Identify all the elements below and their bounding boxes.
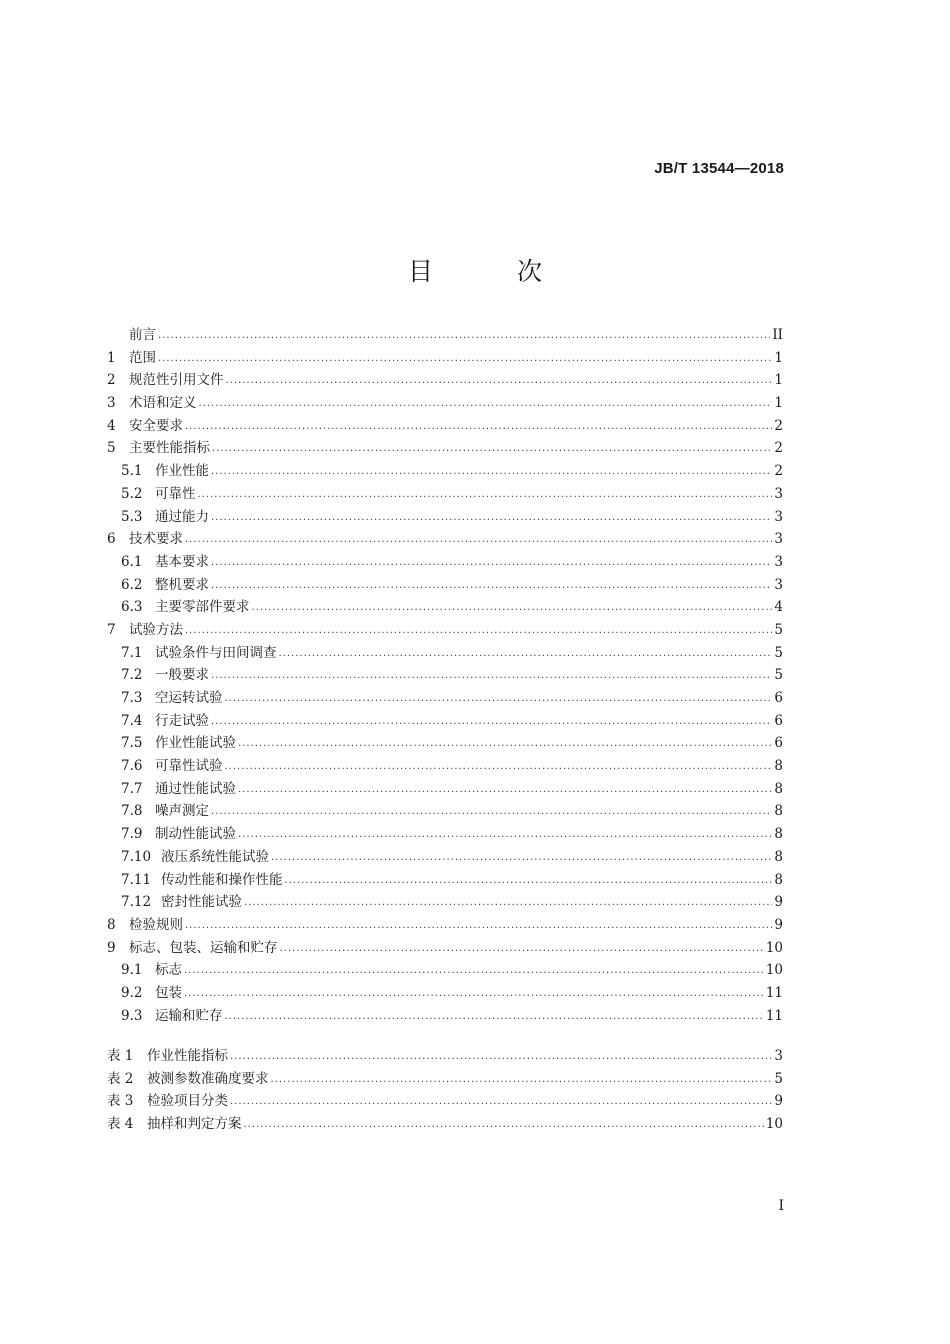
- toc-entry[interactable]: [107, 528, 783, 551]
- toc-entry-page: 5: [774, 667, 783, 684]
- dot-leader: [225, 756, 773, 779]
- dot-leader: [185, 529, 772, 552]
- toc-entry[interactable]: [107, 642, 783, 665]
- toc-entry-page: 2: [774, 417, 783, 434]
- toc-entry-number: 7.11: [121, 871, 152, 888]
- toc-entry-page: 8: [774, 758, 783, 775]
- toc-entry-page: 11: [765, 984, 783, 1001]
- toc-entry-page: 9: [774, 1093, 783, 1110]
- toc-entry-number: 9.2: [121, 984, 143, 1001]
- toc-entry-title: 试验方法: [129, 621, 183, 638]
- dot-leader: [198, 484, 773, 507]
- toc-entry-page: 10: [765, 939, 783, 956]
- toc-entry-number: 7.4: [121, 712, 143, 729]
- dot-leader: [280, 938, 764, 961]
- toc-entry-title: 制动性能试验: [155, 826, 236, 843]
- table-of-contents: [107, 324, 783, 1027]
- toc-entry[interactable]: [107, 687, 783, 710]
- dot-leader: [212, 438, 772, 461]
- dot-leader: [211, 665, 772, 688]
- standard-number: JB/T 13544—2018: [654, 160, 784, 177]
- toc-entry[interactable]: [107, 959, 783, 982]
- toc-entry-number: 5.1: [121, 463, 143, 480]
- toc-entry-number: 1: [107, 349, 116, 366]
- toc-entry-title: 检验规则: [129, 916, 183, 933]
- toc-entry[interactable]: [107, 869, 783, 892]
- toc-entry[interactable]: [107, 619, 783, 642]
- toc-entry-title: 可靠性: [155, 485, 196, 502]
- toc-entry-page: 5: [774, 644, 783, 661]
- toc-entry-page: 3: [774, 576, 783, 593]
- toc-entry[interactable]: [107, 823, 783, 846]
- toc-entry-number: 7.7: [121, 780, 143, 797]
- toc-entry-title: 一般要求: [155, 667, 209, 684]
- toc-entry-title: 噪声测定: [155, 803, 209, 820]
- toc-entry[interactable]: [107, 324, 783, 347]
- toc-entry-page: 11: [765, 1007, 783, 1024]
- dot-leader: [199, 393, 773, 416]
- dot-leader: [211, 552, 772, 575]
- dot-leader: [185, 620, 772, 643]
- toc-entry-number: 9.3: [121, 1007, 143, 1024]
- toc-entry[interactable]: [107, 483, 783, 506]
- dot-leader: [185, 416, 772, 439]
- dot-leader: [158, 325, 770, 348]
- toc-entry-number: 5: [107, 440, 116, 457]
- toc-entry-title: 传动性能和操作性能: [161, 871, 283, 888]
- toc-entry-number: 7.2: [121, 667, 143, 684]
- toc-entry[interactable]: [107, 551, 783, 574]
- toc-entry-number: 表 4: [107, 1116, 134, 1133]
- toc-entry[interactable]: [107, 392, 783, 415]
- toc-entry-page: 3: [774, 531, 783, 548]
- toc-entry-title: 技术要求: [129, 531, 183, 548]
- toc-entry-page: II: [772, 327, 783, 343]
- toc-entry[interactable]: [107, 710, 783, 733]
- toc-entry-page: 1: [774, 372, 783, 389]
- toc-entry-number: 7: [107, 621, 116, 638]
- toc-entry-page: 3: [774, 553, 783, 570]
- dot-leader: [230, 1091, 772, 1114]
- dot-leader: [225, 688, 773, 711]
- toc-entry-title: 通过能力: [155, 508, 209, 525]
- toc-entry-number: 5.3: [121, 508, 143, 525]
- toc-entry[interactable]: [107, 506, 783, 529]
- toc-entry-title: 可靠性试验: [155, 758, 223, 775]
- toc-entry-title: 密封性能试验: [161, 894, 242, 911]
- toc-entry-title: 主要零部件要求: [155, 599, 250, 616]
- toc-entry-page: 10: [765, 1116, 783, 1133]
- dot-leader: [271, 1069, 773, 1092]
- toc-entry[interactable]: [107, 1090, 783, 1113]
- toc-entry[interactable]: [107, 846, 783, 869]
- toc-entry-page: 5: [774, 621, 783, 638]
- dot-leader: [244, 1114, 764, 1137]
- toc-entry-page: 9: [774, 894, 783, 911]
- dot-leader: [184, 983, 764, 1006]
- toc-entry-title: 标志: [155, 962, 182, 979]
- toc-entry-title: 主要性能指标: [129, 440, 210, 457]
- toc-entry-title: 作业性能指标: [147, 1048, 228, 1064]
- toc-entry-number: 9.1: [121, 962, 143, 979]
- toc-entry[interactable]: [107, 574, 783, 597]
- toc-entry-page: 6: [774, 712, 783, 729]
- toc-entry[interactable]: [107, 755, 783, 778]
- dot-leader: [184, 960, 764, 983]
- toc-entry-page: 1: [774, 395, 783, 412]
- toc-entry-page: 1: [774, 349, 783, 366]
- toc-entry-number: 7.6: [121, 758, 143, 775]
- toc-entry-number: 5.2: [121, 485, 143, 502]
- toc-entry-page: 8: [774, 848, 783, 865]
- toc-entry[interactable]: [107, 1045, 783, 1068]
- dot-leader: [226, 370, 773, 393]
- toc-entry-page: 4: [774, 599, 783, 616]
- toc-entry-title: 运输和贮存: [155, 1007, 223, 1024]
- toc-entry-number: 3: [107, 395, 116, 412]
- dot-leader: [252, 597, 773, 620]
- toc-entry-number: 8: [107, 916, 116, 933]
- toc-entry-page: 8: [774, 826, 783, 843]
- toc-entry[interactable]: [107, 732, 783, 755]
- toc-entry[interactable]: [107, 369, 783, 392]
- toc-entry-page: 8: [774, 871, 783, 888]
- toc-entry-number: 7.3: [121, 690, 143, 706]
- toc-entry-title: 安全要求: [129, 417, 183, 434]
- toc-entry[interactable]: [107, 347, 783, 370]
- dot-leader: [225, 1006, 764, 1029]
- dot-leader: [211, 711, 772, 734]
- footer-page-number: I: [778, 1198, 784, 1214]
- toc-entry[interactable]: [107, 891, 783, 914]
- toc-entry-title: 液压系统性能试验: [161, 848, 269, 865]
- toc-entry[interactable]: [107, 460, 783, 483]
- toc-entry-page: 3: [774, 508, 783, 525]
- toc-entry[interactable]: [107, 1068, 783, 1091]
- toc-entry-number: 7.8: [121, 803, 143, 820]
- toc-entry-title: 通过性能试验: [155, 780, 236, 797]
- toc-entry-number: 2: [107, 372, 116, 389]
- toc-entry-page: 8: [774, 803, 783, 820]
- toc-entry-number: 表 1: [107, 1048, 134, 1064]
- toc-entry-title: 术语和定义: [129, 395, 197, 412]
- toc-entry[interactable]: [107, 1005, 783, 1028]
- toc-entry[interactable]: [107, 778, 783, 801]
- toc-entry-title: 标志、包装、运输和贮存: [129, 939, 278, 956]
- dot-leader: [238, 779, 772, 802]
- toc-entry-page: 3: [774, 485, 783, 502]
- toc-entry-title: 行走试验: [155, 712, 209, 729]
- toc-entry-title: 抽样和判定方案: [147, 1116, 242, 1133]
- dot-leader: [185, 915, 772, 938]
- toc-entry-number: 9: [107, 939, 116, 956]
- toc-entry-number: 6.2: [121, 576, 143, 593]
- toc-entry-title: 前言: [129, 327, 156, 343]
- toc-entry-number: 6.1: [121, 553, 143, 570]
- dot-leader: [211, 575, 772, 598]
- toc-entry[interactable]: [107, 596, 783, 619]
- toc-entry-title: 基本要求: [155, 553, 209, 570]
- toc-entry-page: 6: [774, 690, 783, 706]
- toc-entry-title: 包装: [155, 984, 182, 1001]
- toc-entry-number: 7.1: [121, 644, 143, 661]
- toc-entry-number: 表 2: [107, 1070, 134, 1087]
- toc-entry-page: 9: [774, 916, 783, 933]
- toc-entry-title: 空运转试验: [155, 690, 223, 706]
- toc-entry-page: 3: [774, 1048, 783, 1064]
- list-of-tables: [107, 1045, 783, 1136]
- toc-entry-page: 2: [774, 463, 783, 480]
- toc-entry-page: 6: [774, 735, 783, 752]
- dot-leader: [211, 801, 772, 824]
- toc-entry-number: 表 3: [107, 1093, 134, 1110]
- toc-entry[interactable]: [107, 415, 783, 438]
- toc-entry-number: 6: [107, 531, 116, 548]
- dot-leader: [211, 461, 772, 484]
- toc-entry-page: 8: [774, 780, 783, 797]
- toc-entry[interactable]: [107, 800, 783, 823]
- toc-entry[interactable]: [107, 437, 783, 460]
- toc-entry-title: 整机要求: [155, 576, 209, 593]
- toc-entry-number: 7.12: [121, 894, 152, 911]
- toc-entry-number: 4: [107, 417, 116, 434]
- toc-entry[interactable]: [107, 1113, 783, 1136]
- dot-leader: [244, 892, 772, 915]
- toc-entry[interactable]: [107, 937, 783, 960]
- toc-entry-number: 6.3: [121, 599, 143, 616]
- toc-entry-page: 5: [774, 1070, 783, 1087]
- toc-entry-title: 作业性能试验: [155, 735, 236, 752]
- dot-leader: [238, 824, 772, 847]
- toc-entry-number: 7.9: [121, 826, 143, 843]
- toc-entry-title: 被测参数准确度要求: [147, 1070, 269, 1087]
- toc-entry-number: 7.5: [121, 735, 143, 752]
- page-title: 目 次: [408, 257, 580, 286]
- toc-entry-title: 试验条件与田间调查: [155, 644, 277, 661]
- toc-entry[interactable]: [107, 664, 783, 687]
- toc-entry-title: 检验项目分类: [147, 1093, 228, 1110]
- toc-entry-title: 作业性能: [155, 463, 209, 480]
- toc-entry-title: 规范性引用文件: [129, 372, 224, 389]
- dot-leader: [158, 348, 772, 371]
- dot-leader: [230, 1046, 772, 1069]
- dot-leader: [279, 643, 773, 666]
- toc-entry-page: 2: [774, 440, 783, 457]
- toc-entry-title: 范围: [129, 349, 156, 366]
- dot-leader: [238, 733, 772, 756]
- dot-leader: [211, 507, 772, 530]
- toc-entry[interactable]: [107, 982, 783, 1005]
- toc-entry-page: 10: [765, 962, 783, 979]
- toc-entry-number: 7.10: [121, 848, 152, 865]
- dot-leader: [285, 870, 773, 893]
- toc-entry[interactable]: [107, 914, 783, 937]
- dot-leader: [271, 847, 772, 870]
